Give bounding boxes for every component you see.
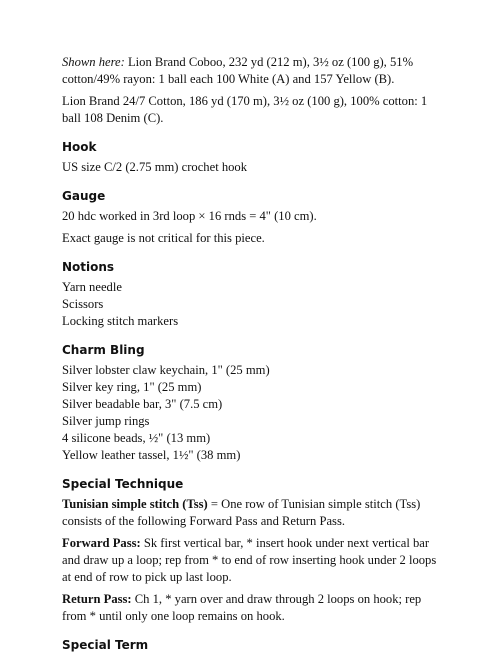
list-item: Silver jump rings [62, 414, 150, 428]
charm-bling-heading: Charm Bling [62, 343, 145, 357]
special-term-heading: Special Term [62, 638, 149, 652]
list-item: 4 silicone beads, ½" (13 mm) [62, 431, 211, 445]
yarn-paragraph-2 [62, 93, 462, 127]
notions-heading: Notions [62, 260, 115, 274]
list-item: Locking stitch markers [62, 314, 179, 328]
hook-text: US size C/2 (2.75 mm) crochet hook [62, 160, 248, 174]
special-technique-heading: Special Technique [62, 477, 184, 491]
yarn-line-4: ball 108 Denim (C). [62, 111, 164, 125]
hook-heading: Hook [62, 140, 97, 154]
yarn-line-3: Lion Brand 24/7 Cotton, 186 yd (170 m), 3½ oz (100 g), 100% cotton: 1 [62, 94, 428, 108]
gauge-line-2: Exact gauge is not critical for this piece. [62, 231, 265, 245]
tss-term: Tunisian simple stitch (Tss) [62, 497, 208, 511]
return-line-2: from * until only one loop remains on hook. [62, 609, 285, 623]
tss-line-1 [62, 496, 462, 513]
return-pass-term: Return Pass: [62, 592, 132, 606]
forward-line-3: at end of row to pick up last loop. [62, 570, 232, 584]
yarn-line-1 [62, 54, 462, 71]
tss-paragraph [62, 496, 462, 530]
list-item: Yarn needle [62, 280, 122, 294]
list-item: Silver lobster claw keychain, 1" (25 mm) [62, 363, 270, 377]
return-line-1 [62, 591, 462, 608]
forward-line-2: and draw up a loop; rep from * to end of row inserting hook under 2 loops [62, 553, 437, 567]
yarn-line-2: cotton/49% rayon: 1 ball each 100 White (A) and 157 Yellow (B). [62, 72, 395, 86]
forward-line-1 [62, 535, 462, 552]
list-item: Yellow leather tassel, 1½" (38 mm) [62, 448, 241, 462]
yarn-paragraph-1 [62, 54, 462, 88]
tss-line-1-text: = One row of Tunisian simple stitch (Tss) [207, 497, 421, 511]
list-item: Silver key ring, 1" (25 mm) [62, 380, 202, 394]
forward-pass-paragraph [62, 535, 462, 586]
yarn-line-1-text: Lion Brand Coboo, 232 yd (212 m), 3½ oz (100 g), 51% [124, 55, 414, 69]
return-line-1-text: Ch 1, * yarn over and draw through 2 loops on hook; rep [131, 592, 422, 606]
return-pass-paragraph [62, 591, 462, 625]
gauge-line-1: 20 hdc worked in 3rd loop × 16 rnds = 4" (10 cm). [62, 209, 317, 223]
gauge-heading: Gauge [62, 189, 106, 203]
forward-line-1-text: Sk first vertical bar, * insert hook under next vertical bar [140, 536, 430, 550]
forward-pass-term: Forward Pass: [62, 536, 141, 550]
notions-list [62, 279, 462, 330]
list-item: Silver beadable bar, 3" (7.5 cm) [62, 397, 223, 411]
tss-line-2: consists of the following Forward Pass and Return Pass. [62, 514, 345, 528]
list-item: Scissors [62, 297, 104, 311]
charm-bling-list [62, 362, 462, 464]
pattern-page [62, 54, 462, 657]
shown-here-label: Shown here: [62, 55, 125, 69]
